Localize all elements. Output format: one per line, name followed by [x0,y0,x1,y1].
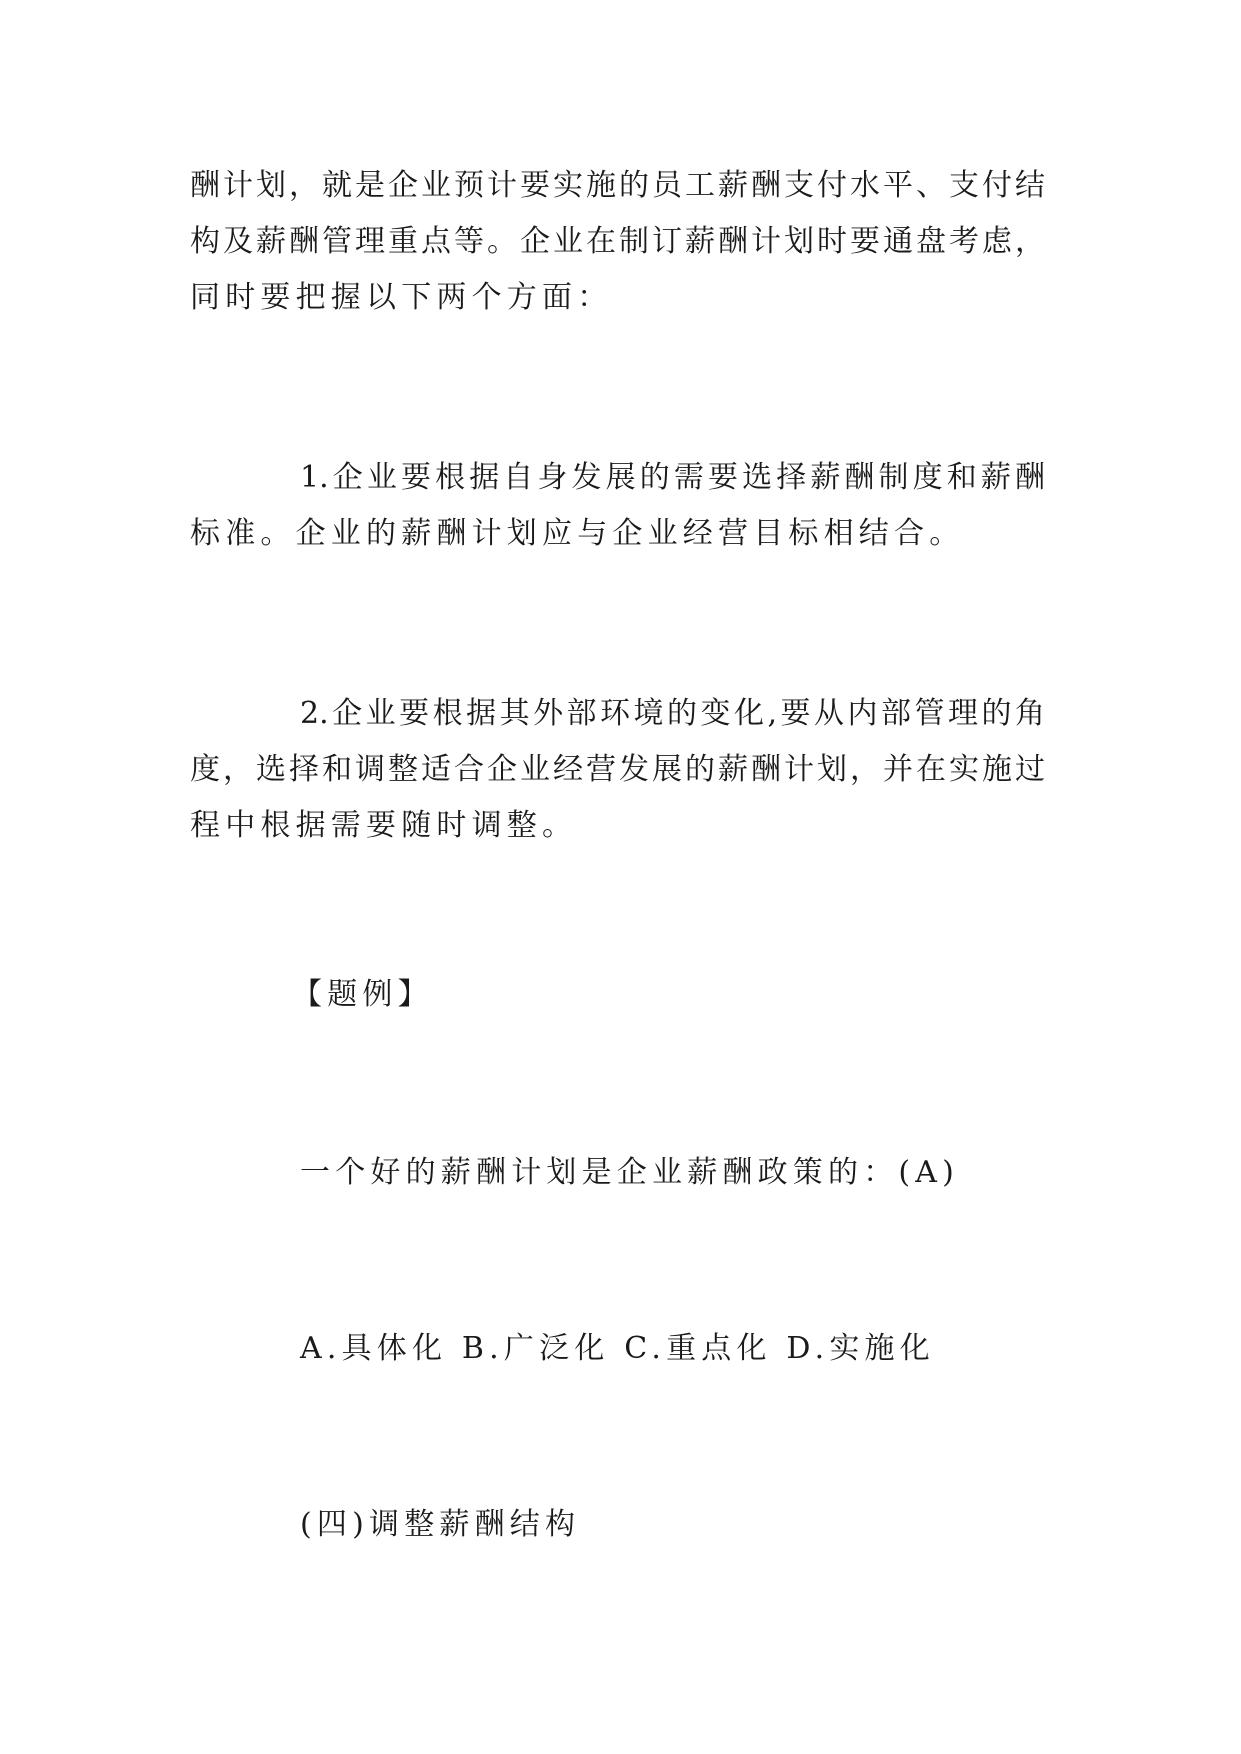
point2-line-2: 度，选择和调整适合企业经营发展的薪酬计划，并在实施过 [190,752,1045,787]
example-options: A.具体化 B.广泛化 C.重点化 D.实施化 [300,1331,935,1366]
intro-line-2: 构及薪酬管理重点等。企业在制订薪酬计划时要通盘考虑， [190,224,1045,259]
example-heading: 【题例】 [292,977,433,1012]
point2-line-3: 程中根据需要随时调整。 [190,808,578,843]
example-question: 一个好的薪酬计划是企业薪酬政策的：(A) [300,1155,960,1190]
point1-line-1: 1.企业要根据自身发展的需要选择薪酬制度和薪酬 [300,460,1045,495]
point1-line-2: 标准。企业的薪酬计划应与企业经营目标相结合。 [190,516,965,551]
point2-line-1: 2.企业要根据其外部环境的变化,要从内部管理的角 [300,696,1045,731]
section-title: (四)调整薪酬结构 [300,1507,581,1542]
intro-line-3: 同时要把握以下两个方面： [190,280,613,315]
intro-line-1: 酬计划，就是企业预计要实施的员工薪酬支付水平、支付结 [190,168,1045,203]
